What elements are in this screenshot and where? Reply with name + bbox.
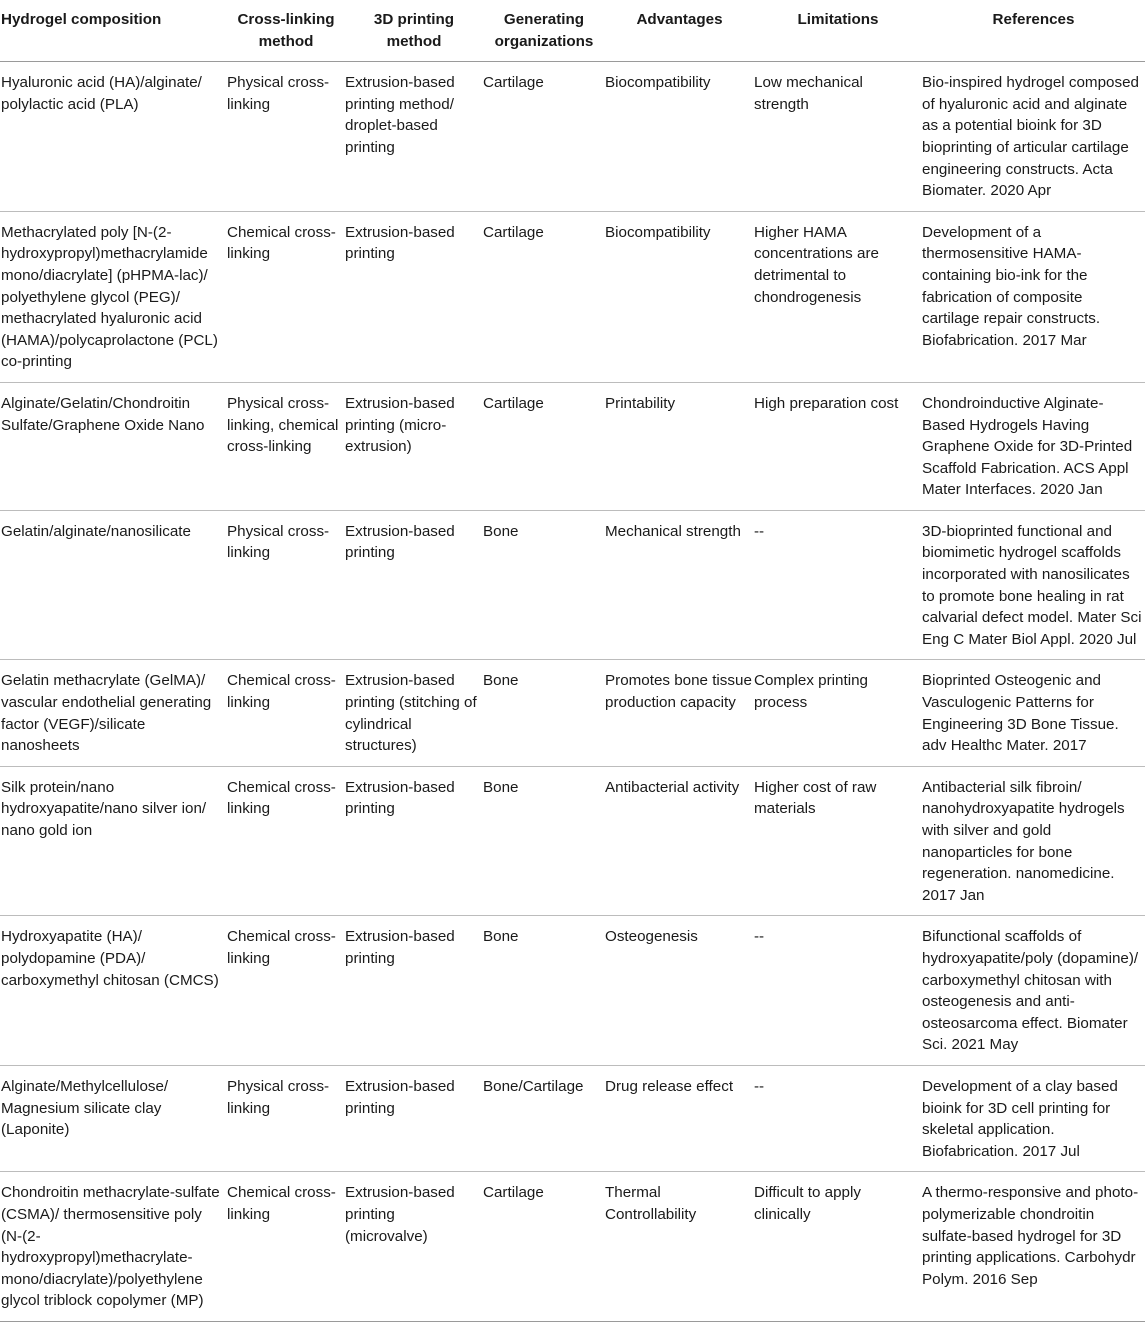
cell-advantages: Drug release effect bbox=[605, 1065, 754, 1171]
cell-composition: Alginate/Methylcellulose/ Magnesium silicate clay (Laponite) bbox=[0, 1065, 227, 1171]
table-row bbox=[0, 62, 1145, 212]
cell-limitations: High preparation cost bbox=[754, 382, 922, 510]
column-header-references: References bbox=[922, 0, 1145, 62]
cell-limitations: Low mechanical strength bbox=[754, 62, 922, 212]
cell-printing: Extrusion-based printing method/ droplet-based printing bbox=[345, 62, 483, 212]
cell-limitations: Higher HAMA concentrations are detrimental to chondrogenesis bbox=[754, 211, 922, 382]
cell-crosslinking: Physical cross-linking bbox=[227, 510, 345, 660]
cell-reference: Chondroinductive Alginate-Based Hydrogels Having Graphene Oxide for 3D-Printed Scaffold Fabrication. ACS Appl Mater Interfaces. 2020 Jan bbox=[922, 382, 1145, 510]
cell-printing: Extrusion-based printing bbox=[345, 510, 483, 660]
cell-printing: Extrusion-based printing bbox=[345, 211, 483, 382]
cell-organization: Bone bbox=[483, 660, 605, 766]
table-row bbox=[0, 382, 1145, 510]
cell-organization: Bone bbox=[483, 916, 605, 1066]
cell-crosslinking: Physical cross-linking bbox=[227, 62, 345, 212]
cell-printing: Extrusion-based printing bbox=[345, 766, 483, 916]
cell-composition: Alginate/Gelatin/Chondroitin Sulfate/Graphene Oxide Nano bbox=[0, 382, 227, 510]
cell-reference: Development of a thermosensitive HAMA-containing bio-ink for the fabrication of composite cartilage repair constructs. Biofabrication. 2017 Mar bbox=[922, 211, 1145, 382]
cell-advantages: Printability bbox=[605, 382, 754, 510]
cell-organization: Bone bbox=[483, 510, 605, 660]
cell-advantages: Antibacterial activity bbox=[605, 766, 754, 916]
column-header-advantages: Advantages bbox=[605, 0, 754, 62]
cell-reference: Antibacterial silk fibroin/ nanohydroxyapatite hydrogels with silver and gold nanoparticles for bone regeneration. nanomedicine. 2017 Jan bbox=[922, 766, 1145, 916]
cell-organization: Bone bbox=[483, 766, 605, 916]
cell-reference: Development of a clay based bioink for 3D cell printing for skeletal application. Biofabrication. 2017 Jul bbox=[922, 1065, 1145, 1171]
cell-organization: Bone/Cartilage bbox=[483, 1065, 605, 1171]
cell-limitations: Complex printing process bbox=[754, 660, 922, 766]
table-row bbox=[0, 916, 1145, 1066]
column-header-crosslinking: Cross-linking method bbox=[227, 0, 345, 62]
cell-advantages: Thermal Controllability bbox=[605, 1172, 754, 1322]
table-header-row bbox=[0, 0, 1145, 62]
cell-composition: Chondroitin methacrylate-sulfate (CSMA)/ thermosensitive poly (N-(2-hydroxypropyl)methacrylate-mono/diacrylate)/polyethylene glycol triblock copolymer (MP) bbox=[0, 1172, 227, 1322]
cell-limitations: -- bbox=[754, 510, 922, 660]
cell-advantages: Osteogenesis bbox=[605, 916, 754, 1066]
cell-crosslinking: Chemical cross-linking bbox=[227, 660, 345, 766]
cell-reference: Bifunctional scaffolds of hydroxyapatite/poly (dopamine)/ carboxymethyl chitosan with osteogenesis and anti-osteosarcoma effect. Biomater Sci. 2021 May bbox=[922, 916, 1145, 1066]
cell-printing: Extrusion-based printing (stitching of cylindrical structures) bbox=[345, 660, 483, 766]
cell-printing: Extrusion-based printing bbox=[345, 916, 483, 1066]
table-row bbox=[0, 1172, 1145, 1322]
column-header-printing: 3D printing method bbox=[345, 0, 483, 62]
cell-advantages: Promotes bone tissue production capacity bbox=[605, 660, 754, 766]
cell-limitations: Higher cost of raw materials bbox=[754, 766, 922, 916]
column-header-organizations: Generating organizations bbox=[483, 0, 605, 62]
cell-advantages: Mechanical strength bbox=[605, 510, 754, 660]
cell-limitations: -- bbox=[754, 916, 922, 1066]
column-header-composition: Hydrogel composition bbox=[0, 0, 227, 62]
cell-limitations: Difficult to apply clinically bbox=[754, 1172, 922, 1322]
table-row bbox=[0, 660, 1145, 766]
cell-composition: Gelatin methacrylate (GelMA)/ vascular endothelial generating factor (VEGF)/silicate nanosheets bbox=[0, 660, 227, 766]
cell-crosslinking: Physical cross-linking bbox=[227, 1065, 345, 1171]
table-row bbox=[0, 766, 1145, 916]
cell-advantages: Biocompatibility bbox=[605, 62, 754, 212]
cell-composition: Methacrylated poly [N-(2-hydroxypropyl)methacrylamide mono/diacrylate] (pHPMA-lac)/ polyethylene glycol (PEG)/ methacrylated hyaluronic acid (HAMA)/polycaprolactone (PCL) co-printing bbox=[0, 211, 227, 382]
cell-organization: Cartilage bbox=[483, 1172, 605, 1322]
cell-crosslinking: Chemical cross-linking bbox=[227, 211, 345, 382]
table-row bbox=[0, 1065, 1145, 1171]
cell-organization: Cartilage bbox=[483, 382, 605, 510]
cell-organization: Cartilage bbox=[483, 211, 605, 382]
cell-composition: Silk protein/nano hydroxyapatite/nano silver ion/ nano gold ion bbox=[0, 766, 227, 916]
table-row bbox=[0, 510, 1145, 660]
cell-reference: 3D-bioprinted functional and biomimetic hydrogel scaffolds incorporated with nanosilicates to promote bone healing in rat calvarial defect model. Mater Sci Eng C Mater Biol Appl. 2020 Jul bbox=[922, 510, 1145, 660]
cell-reference: Bio-inspired hydrogel composed of hyaluronic acid and alginate as a potential bioink for 3D bioprinting of articular cartilage engineering constructs. Acta Biomater. 2020 Apr bbox=[922, 62, 1145, 212]
cell-crosslinking: Chemical cross-linking bbox=[227, 916, 345, 1066]
cell-crosslinking: Physical cross-linking, chemical cross-linking bbox=[227, 382, 345, 510]
cell-advantages: Biocompatibility bbox=[605, 211, 754, 382]
cell-crosslinking: Chemical cross-linking bbox=[227, 1172, 345, 1322]
cell-crosslinking: Chemical cross-linking bbox=[227, 766, 345, 916]
cell-printing: Extrusion-based printing (microvalve) bbox=[345, 1172, 483, 1322]
cell-reference: A thermo-responsive and photo-polymerizable chondroitin sulfate-based hydrogel for 3D printing applications. Carbohydr Polym. 2016 Sep bbox=[922, 1172, 1145, 1322]
cell-organization: Cartilage bbox=[483, 62, 605, 212]
cell-reference: Bioprinted Osteogenic and Vasculogenic Patterns for Engineering 3D Bone Tissue. adv Healthc Mater. 2017 bbox=[922, 660, 1145, 766]
cell-composition: Hyaluronic acid (HA)/alginate/ polylactic acid (PLA) bbox=[0, 62, 227, 212]
column-header-limitations: Limitations bbox=[754, 0, 922, 62]
cell-composition: Hydroxyapatite (HA)/ polydopamine (PDA)/ carboxymethyl chitosan (CMCS) bbox=[0, 916, 227, 1066]
table-row bbox=[0, 211, 1145, 382]
cell-limitations: -- bbox=[754, 1065, 922, 1171]
cell-composition: Gelatin/alginate/nanosilicate bbox=[0, 510, 227, 660]
cell-printing: Extrusion-based printing bbox=[345, 1065, 483, 1171]
cell-printing: Extrusion-based printing (micro-extrusion) bbox=[345, 382, 483, 510]
